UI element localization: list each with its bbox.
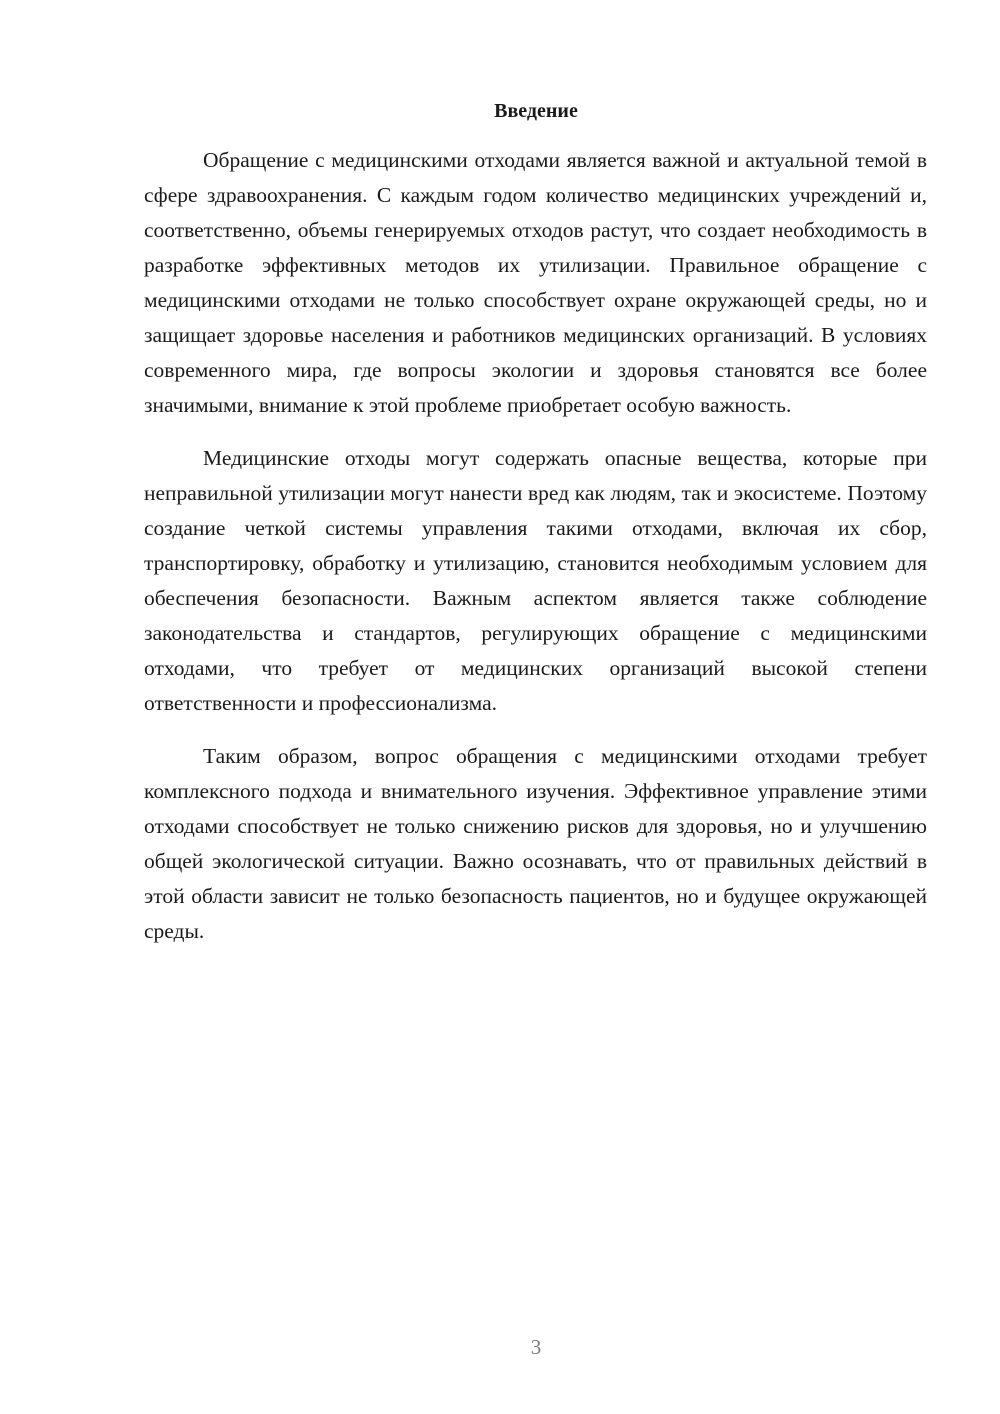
section-title: Введение <box>494 100 578 122</box>
document-body <box>144 143 927 967</box>
page-number: 3 <box>530 1335 542 1359</box>
paragraph-3: Таким образом, вопрос обращения с медицинскими отходами требует комплексного подхода и внимательного изучения. Эффективное управление этими отходами способствует не только снижению рисков для здоровья, но и улучшению общей экологической ситуации. Важно осознавать, что от правильных действий в этой области зависит не только безопасность пациентов, но и будущее окружающей среды. <box>144 744 927 943</box>
paragraph-1: Обращение с медицинскими отходами является важной и актуальной темой в сфере здравоохранения. С каждым годом количество медицинских учреждений и, соответственно, объемы генерируемых отходов растут, что создает необходимость в разработке эффективных методов их утилизации. Правильное обращение с медицинскими отходами не только способствует охране окружающей среды, но и защищает здоровье населения и работников медицинских организаций. В условиях современного мира, где вопросы экологии и здоровья становятся все более значимыми, внимание к этой проблеме приобретает особую важность. <box>144 148 927 417</box>
paragraph-2: Медицинские отходы могут содержать опасные вещества, которые при неправильной утилизации могут нанести вред как людям, так и экосистеме. Поэтому создание четкой системы управления такими отходами, включая их сбор, транспортировку, обработку и утилизацию, становится необходимым условием для обеспечения безопасности. Важным аспектом является также соблюдение законодательства и стандартов, регулирующих обращение с медицинскими отходами, что требует от медицинских организаций высокой степени ответственности и профессионализма. <box>144 446 927 715</box>
